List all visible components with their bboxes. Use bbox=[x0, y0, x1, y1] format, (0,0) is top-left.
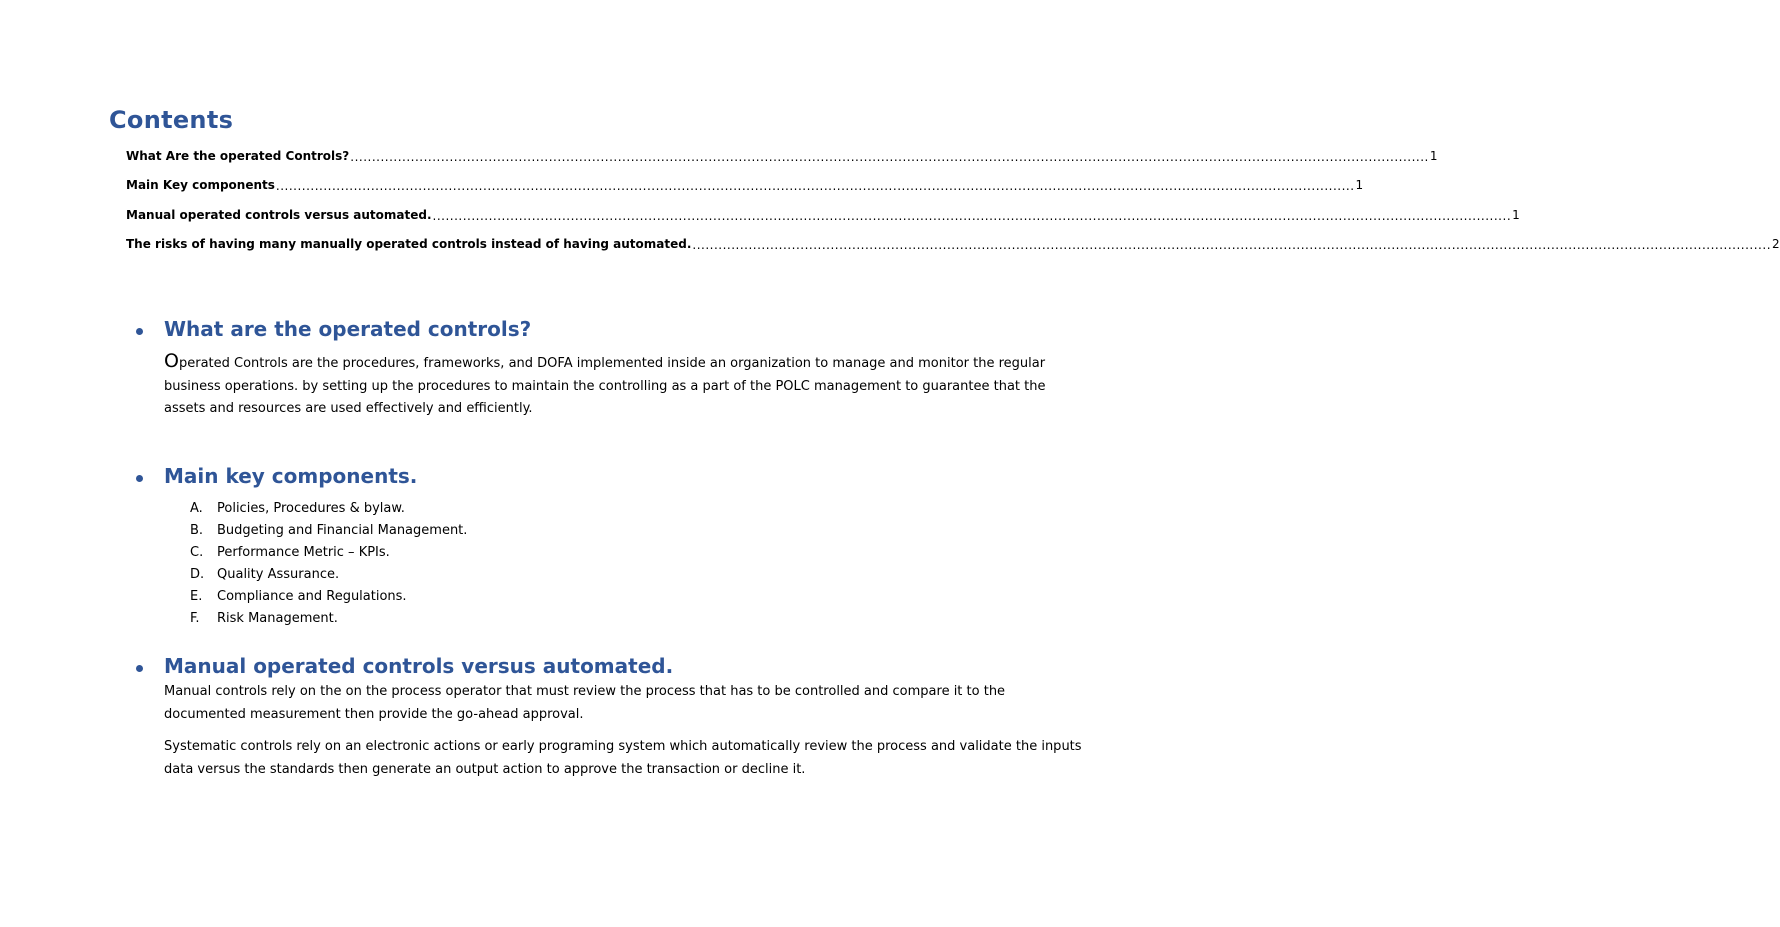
toc-entry-text[interactable]: Main Key components bbox=[126, 178, 275, 193]
toc-page-number[interactable]: 2 bbox=[1772, 237, 1780, 252]
section-paragraph bbox=[132, 350, 1112, 421]
section-key-components bbox=[132, 464, 1112, 629]
toc-title: Contents bbox=[109, 106, 234, 134]
list-marker: E. bbox=[190, 588, 203, 604]
bullet-icon bbox=[136, 328, 143, 335]
list-marker: D. bbox=[190, 566, 205, 582]
list-marker: F. bbox=[190, 610, 200, 626]
list-item bbox=[132, 497, 1112, 519]
toc-entry[interactable] bbox=[126, 230, 1780, 260]
list-marker: C. bbox=[190, 544, 204, 560]
list-item-text: Policies, Procedures & bylaw. bbox=[217, 500, 405, 516]
paragraph-line: data versus the standards then generate an output action to approve the transaction or decline it. bbox=[164, 761, 806, 777]
paragraph-line: Systematic controls rely on an electronic actions or early programing system which automatically review the process and validate the inputs bbox=[164, 739, 1082, 754]
list-item bbox=[132, 563, 1112, 585]
list-marker: B. bbox=[190, 522, 204, 538]
section-title: Main key components. bbox=[164, 464, 418, 488]
list-marker: A. bbox=[190, 500, 203, 516]
list-item bbox=[132, 519, 1112, 541]
table-of-contents bbox=[126, 141, 1780, 259]
toc-entry[interactable] bbox=[126, 171, 1364, 201]
section-paragraph bbox=[132, 736, 1112, 781]
paragraph-line: documented measurement then provide the go-ahead approval. bbox=[164, 706, 584, 722]
paragraph-line: business operations. by setting up the procedures to maintain the controlling as a part of the POLC management to guarantee that the bbox=[164, 378, 1046, 394]
section-heading-row bbox=[132, 464, 1112, 497]
section-title: What are the operated controls? bbox=[164, 317, 532, 341]
toc-entry-text[interactable]: Manual operated controls versus automated. bbox=[126, 207, 432, 222]
toc-entry-text[interactable]: What Are the operated Controls? bbox=[126, 148, 350, 163]
toc-leader-dots: .......................................................................................................................................................................................................................................................... bbox=[432, 208, 1512, 223]
list-item-text: Performance Metric – KPIs. bbox=[217, 544, 390, 560]
section-manual-vs-automated bbox=[132, 654, 1112, 781]
section-operated-controls bbox=[132, 317, 1112, 421]
toc-page-number[interactable]: 1 bbox=[1355, 178, 1364, 193]
paragraph-line: perated Controls are the procedures, frameworks, and DOFA implemented inside an organization to manage and monitor the regular bbox=[178, 356, 1046, 371]
list-item-text: Budgeting and Financial Management. bbox=[217, 522, 468, 538]
toc-leader-dots: .......................................................................................................................................................................................................................................................... bbox=[275, 179, 1355, 194]
list-item bbox=[132, 585, 1112, 607]
section-heading-row bbox=[132, 654, 1112, 681]
toc-entry-text[interactable]: The risks of having many manually operated controls instead of having automated. bbox=[126, 237, 692, 252]
bullet-icon bbox=[136, 475, 143, 482]
list-item bbox=[132, 541, 1112, 563]
dropcap-letter: O bbox=[164, 350, 179, 372]
toc-entry[interactable] bbox=[126, 141, 1438, 171]
toc-page-number[interactable]: 1 bbox=[1512, 207, 1520, 222]
toc-entry[interactable] bbox=[126, 200, 1520, 230]
paragraph-line: Manual controls rely on the on the process operator that must review the process that has to be controlled and compare it to the bbox=[164, 684, 1006, 699]
toc-page-number[interactable]: 1 bbox=[1429, 148, 1438, 163]
toc-leader-dots: .......................................................................................................................................................................................................................................................... bbox=[692, 238, 1772, 253]
list-item-text: Compliance and Regulations. bbox=[217, 588, 407, 604]
bullet-icon bbox=[136, 665, 143, 672]
section-paragraph bbox=[132, 681, 1112, 726]
components-list bbox=[132, 497, 1112, 629]
section-heading-row bbox=[132, 317, 1112, 350]
list-item-text: Quality Assurance. bbox=[217, 566, 340, 582]
toc-leader-dots: .......................................................................................................................................................................................................................................................... bbox=[350, 149, 1429, 164]
list-item bbox=[132, 607, 1112, 629]
section-title: Manual operated controls versus automated. bbox=[164, 654, 674, 678]
list-item-text: Risk Management. bbox=[217, 610, 338, 626]
paragraph-line: assets and resources are used effectively and efficiently. bbox=[164, 401, 533, 416]
